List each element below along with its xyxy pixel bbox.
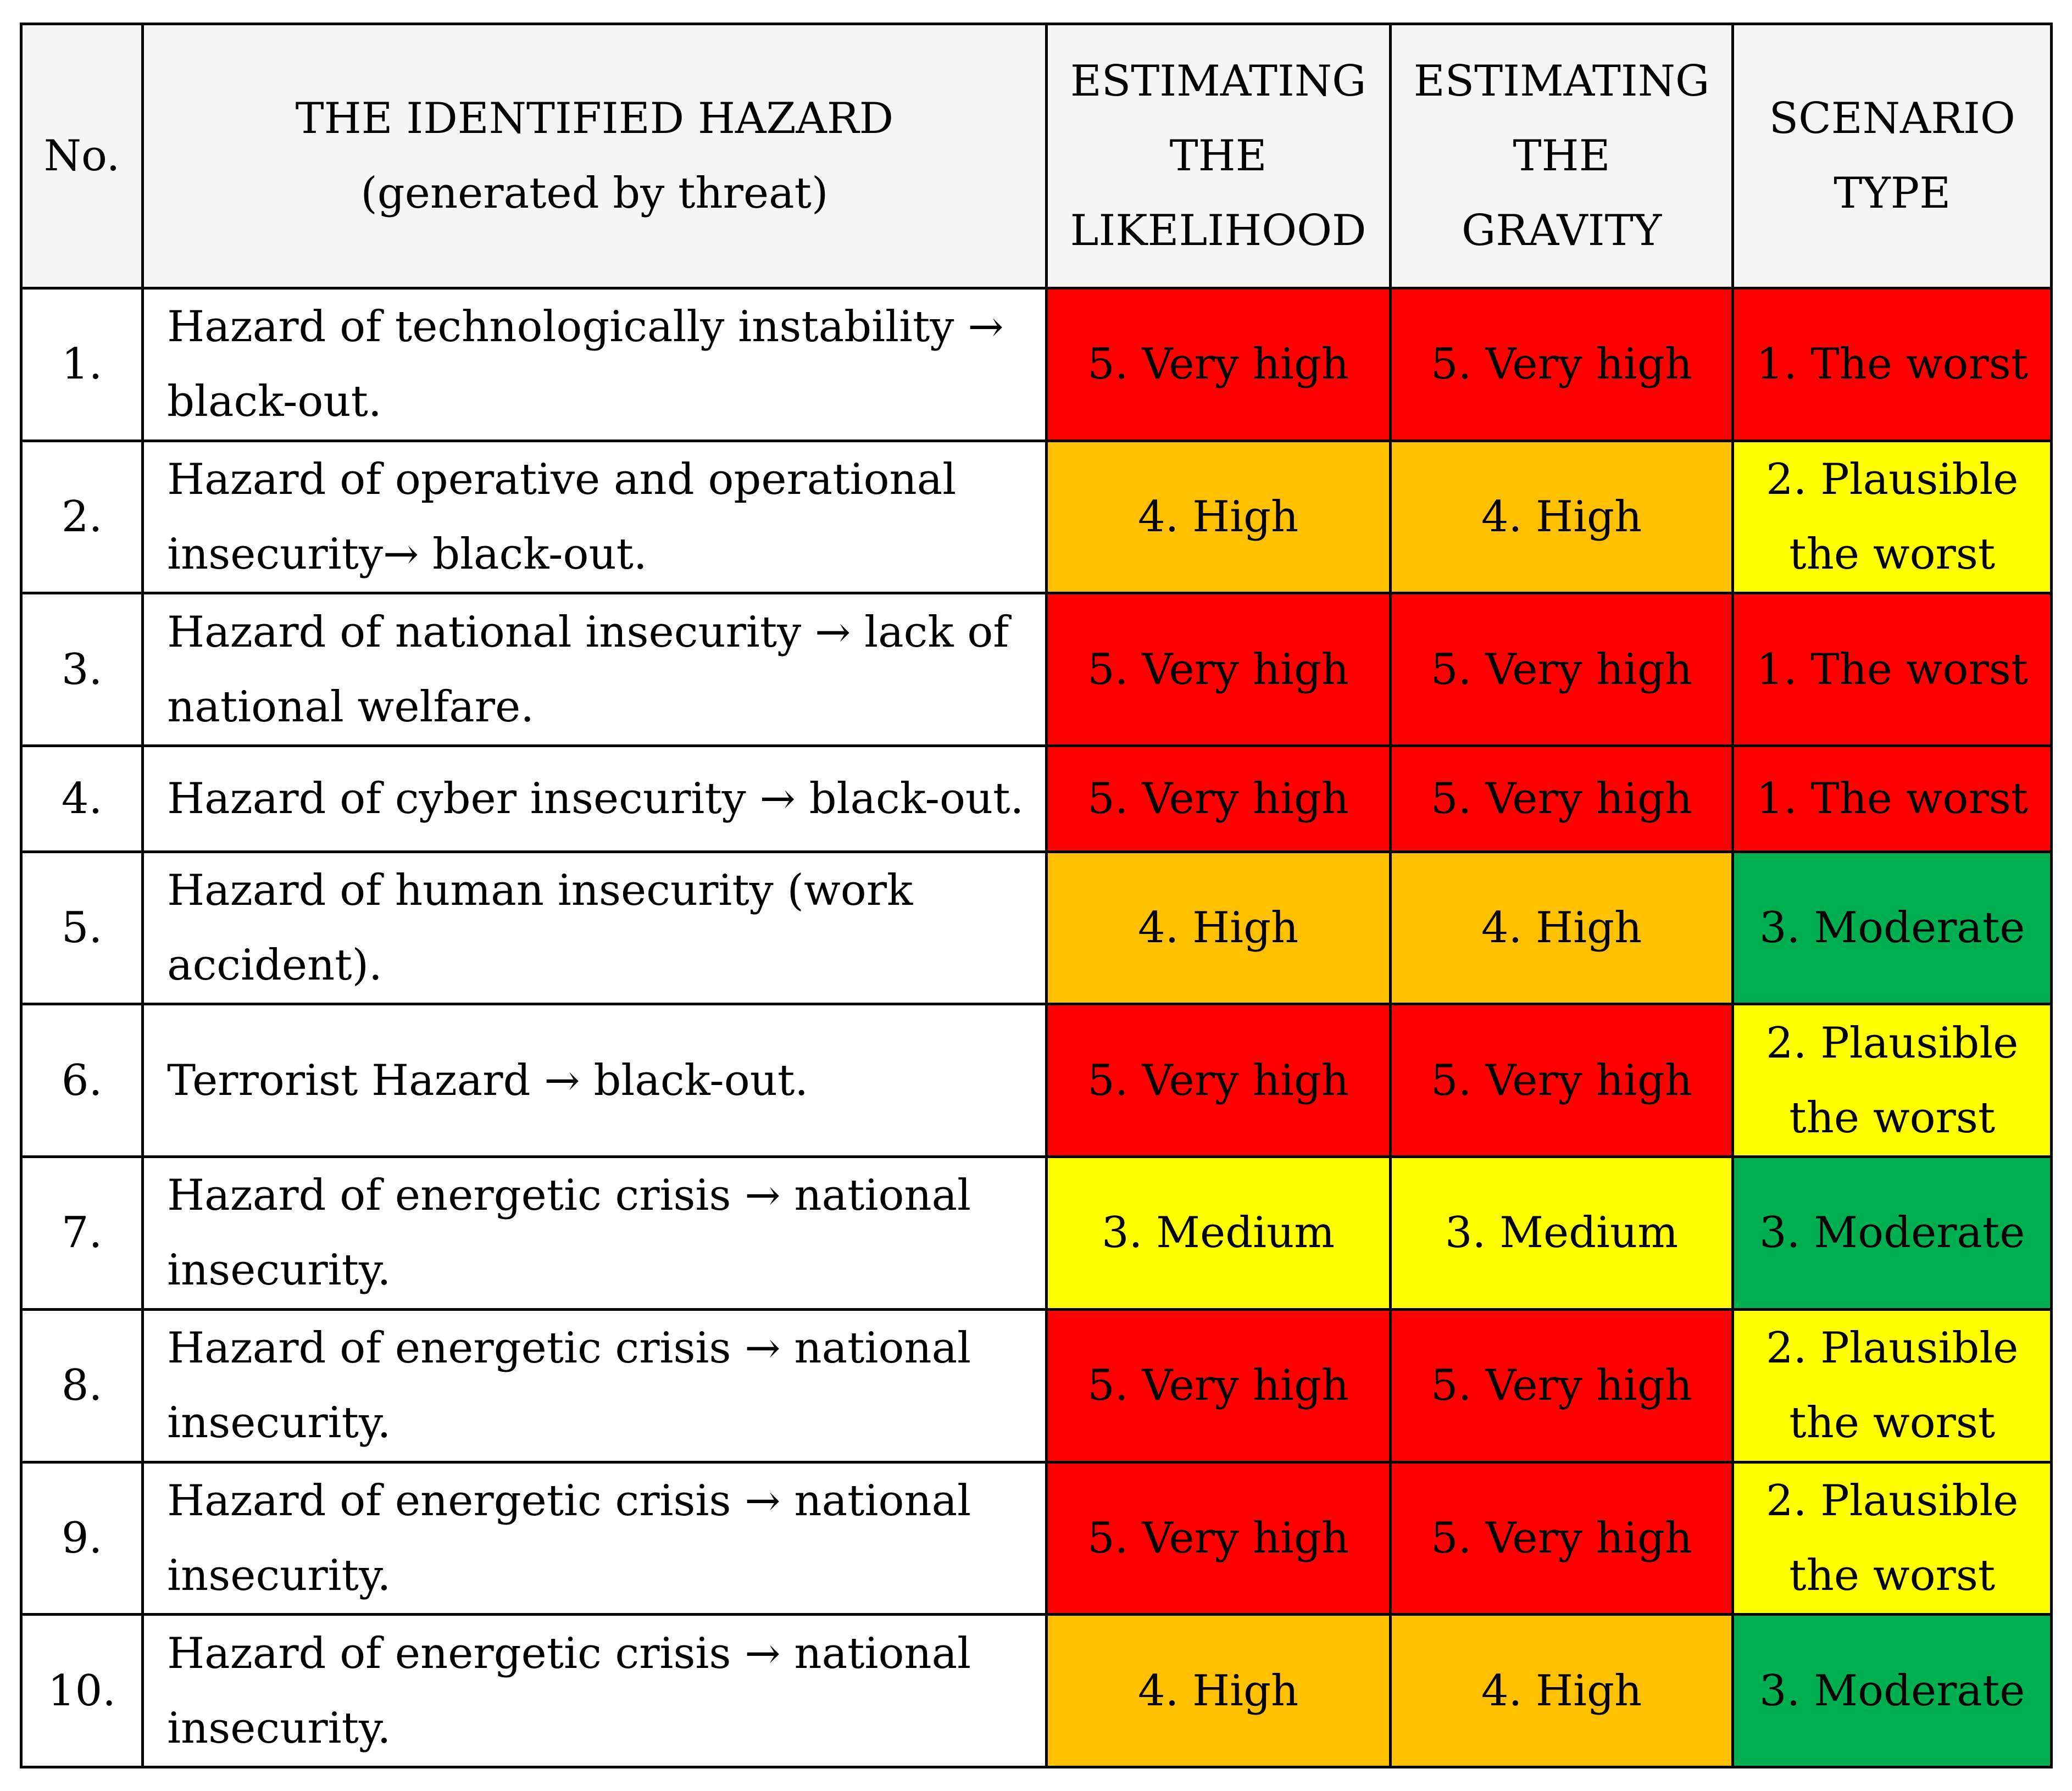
hazard-cell (143, 1157, 1047, 1310)
table-row (21, 441, 2052, 593)
header-gravity-line: ESTIMATING (1413, 57, 1710, 106)
hazard-text-line: Hazard of operative and operational (167, 455, 957, 505)
row-number: 5. (21, 852, 143, 1004)
hazard-cell (143, 852, 1047, 1004)
hazard-text-line: insecurity. (167, 1398, 391, 1448)
scenario-text-line: 2. Plausible (1766, 1018, 2019, 1068)
likelihood-cell: 5. Very high (1046, 288, 1390, 441)
gravity-cell: 5. Very high (1390, 593, 1733, 746)
row-number: 6. (21, 1004, 143, 1157)
likelihood-cell: 4. High (1046, 852, 1390, 1004)
scenario-text-line: the worst (1789, 1398, 1996, 1448)
hazard-cell (143, 593, 1047, 746)
table-row (21, 746, 2052, 852)
gravity-cell: 4. High (1390, 441, 1733, 593)
scenario-text-line: 1. The worst (1756, 644, 2029, 694)
table-row (21, 1004, 2052, 1157)
hazard-cell (143, 441, 1047, 593)
gravity-cell: 4. High (1390, 852, 1733, 1004)
header-likelihood-line: LIKELIHOOD (1070, 206, 1366, 255)
hazard-text-line: Terrorist Hazard → black-out. (167, 1055, 809, 1105)
hazard-text-line: insecurity. (167, 1245, 391, 1295)
scenario-text-line: 3. Moderate (1759, 1666, 2025, 1716)
likelihood-cell: 5. Very high (1046, 1462, 1390, 1615)
header-likelihood-line: ESTIMATING (1070, 57, 1366, 106)
hazard-text-line: Hazard of human insecurity (work (167, 866, 913, 916)
header-hazard-line: (generated by threat) (360, 169, 829, 218)
likelihood-cell: 3. Medium (1046, 1157, 1390, 1310)
table-row (21, 852, 2052, 1004)
scenario-text-line: 2. Plausible (1766, 1323, 2019, 1373)
hazard-text-line: Hazard of energetic crisis → national (167, 1323, 971, 1373)
scenario-text-line: 1. The worst (1756, 774, 2029, 824)
scenario-cell (1733, 746, 2052, 852)
row-number: 9. (21, 1462, 143, 1615)
row-number: 10. (21, 1615, 143, 1767)
hazard-text-line: Hazard of cyber insecurity → black-out. (167, 774, 1024, 824)
hazard-text-line: Hazard of national insecurity → lack of (167, 607, 1009, 657)
hazard-text-line: insecurity. (167, 1550, 391, 1600)
hazard-risk-table (20, 23, 2053, 1768)
header-scenario-line: TYPE (1834, 169, 1951, 218)
hazard-text-line: black-out. (167, 377, 382, 427)
likelihood-cell: 5. Very high (1046, 593, 1390, 746)
header-gravity-line: GRAVITY (1461, 206, 1662, 255)
scenario-text-line: 3. Moderate (1759, 903, 2025, 953)
scenario-text-line: 3. Moderate (1759, 1208, 2025, 1258)
likelihood-cell: 5. Very high (1046, 1004, 1390, 1157)
scenario-cell (1733, 1309, 2052, 1462)
header-scenario (1733, 24, 2052, 288)
hazard-text-line: insecurity→ black-out. (167, 530, 647, 580)
scenario-cell (1733, 852, 2052, 1004)
gravity-cell: 5. Very high (1390, 746, 1733, 852)
hazard-cell (143, 1615, 1047, 1767)
header-scenario-line: SCENARIO (1769, 94, 2015, 143)
hazard-cell (143, 1462, 1047, 1615)
gravity-cell: 4. High (1390, 1615, 1733, 1767)
hazard-cell (143, 746, 1047, 852)
gravity-cell: 5. Very high (1390, 288, 1733, 441)
scenario-text-line: the worst (1789, 530, 1996, 580)
table-row (21, 288, 2052, 441)
scenario-cell (1733, 593, 2052, 746)
row-number: 8. (21, 1309, 143, 1462)
header-hazard (143, 24, 1047, 288)
row-number: 1. (21, 288, 143, 441)
row-number: 2. (21, 441, 143, 593)
scenario-cell (1733, 288, 2052, 441)
hazard-text-line: accident). (167, 941, 382, 991)
hazard-text-line: Hazard of energetic crisis → national (167, 1171, 971, 1221)
hazard-text-line: insecurity. (167, 1703, 391, 1753)
row-number: 7. (21, 1157, 143, 1310)
scenario-text-line: 1. The worst (1756, 340, 2029, 390)
row-number: 3. (21, 593, 143, 746)
hazard-text-line: national welfare. (167, 682, 535, 732)
scenario-cell (1733, 1004, 2052, 1157)
hazard-cell (143, 288, 1047, 441)
header-hazard-line: THE IDENTIFIED HAZARD (295, 94, 894, 143)
table-row (21, 1157, 2052, 1310)
scenario-cell (1733, 1615, 2052, 1767)
header-likelihood-line: THE (1169, 131, 1267, 181)
scenario-text-line: 2. Plausible (1766, 455, 2019, 505)
likelihood-cell: 5. Very high (1046, 1309, 1390, 1462)
hazard-text-line: Hazard of technologically instability → (167, 302, 1004, 352)
gravity-cell: 3. Medium (1390, 1157, 1733, 1310)
likelihood-cell: 4. High (1046, 441, 1390, 593)
header-likelihood (1046, 24, 1390, 288)
gravity-cell: 5. Very high (1390, 1004, 1733, 1157)
table-row (21, 593, 2052, 746)
row-number: 4. (21, 746, 143, 852)
scenario-text-line: the worst (1789, 1550, 1996, 1600)
hazard-text-line: Hazard of energetic crisis → national (167, 1628, 971, 1678)
scenario-text-line: the worst (1789, 1093, 1996, 1143)
scenario-cell (1733, 1157, 2052, 1310)
header-gravity-line: THE (1513, 131, 1610, 181)
hazard-cell (143, 1004, 1047, 1157)
scenario-cell (1733, 441, 2052, 593)
gravity-cell: 5. Very high (1390, 1462, 1733, 1615)
scenario-text-line: 2. Plausible (1766, 1476, 2019, 1526)
gravity-cell: 5. Very high (1390, 1309, 1733, 1462)
header-row (21, 24, 2052, 288)
scenario-cell (1733, 1462, 2052, 1615)
table-body (21, 288, 2052, 1767)
likelihood-cell: 4. High (1046, 1615, 1390, 1767)
hazard-text-line: Hazard of energetic crisis → national (167, 1476, 971, 1526)
hazard-cell (143, 1309, 1047, 1462)
table-row (21, 1615, 2052, 1767)
table-row (21, 1462, 2052, 1615)
table-row (21, 1309, 2052, 1462)
header-no: No. (21, 24, 143, 288)
header-gravity (1390, 24, 1733, 288)
likelihood-cell: 5. Very high (1046, 746, 1390, 852)
